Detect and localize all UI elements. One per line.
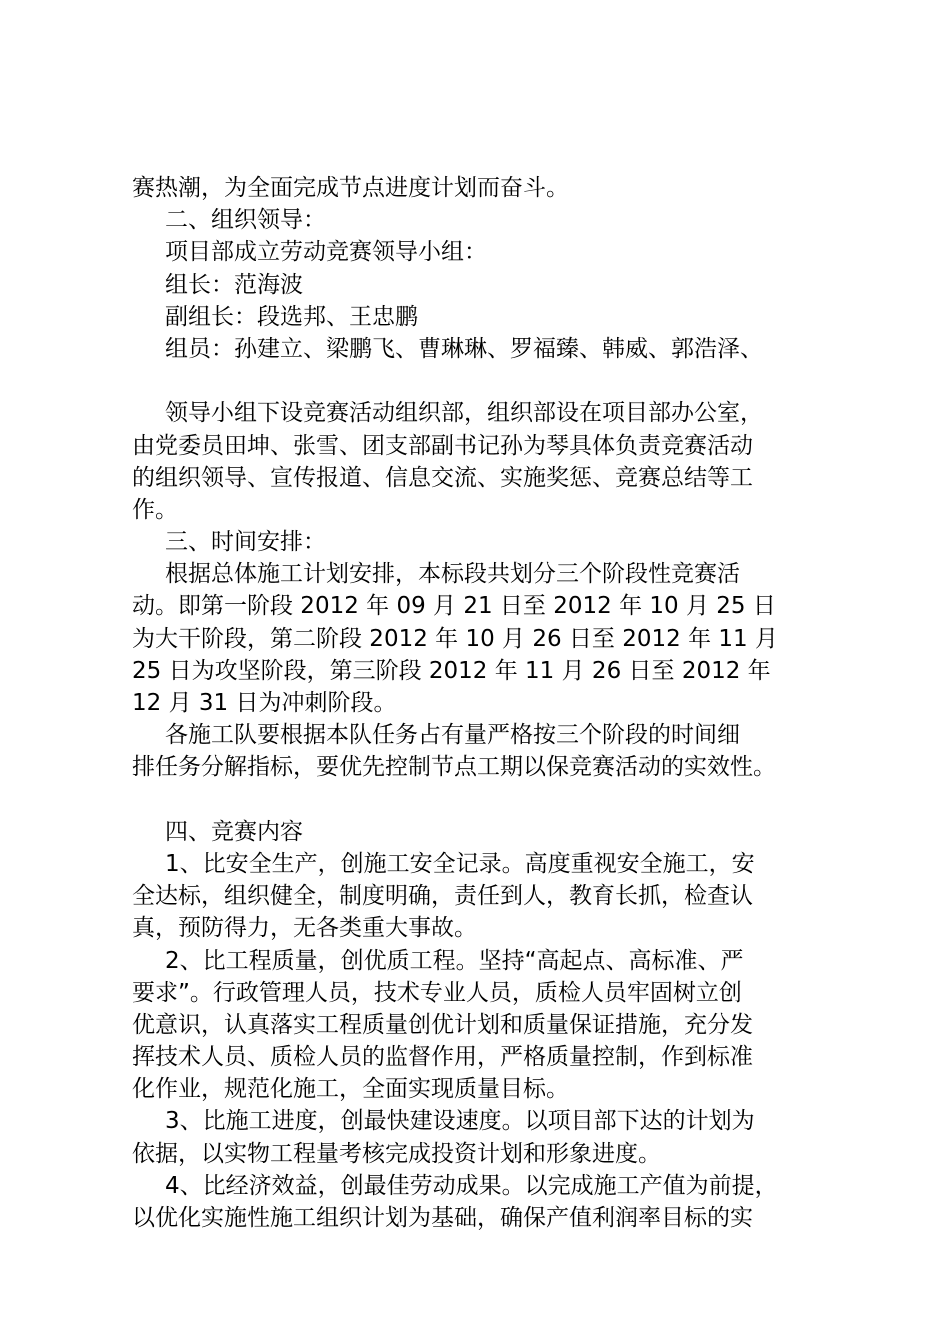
text-line: 项目部成立劳动竞赛领导小组： — [165, 239, 487, 266]
text-line: 1、比安全生产，创施工安全记录。高度重视安全施工，安 — [165, 850, 755, 877]
text-line: 化作业，规范化施工，全面实现质量目标。 — [132, 1076, 569, 1103]
text-line: 4、比经济效益，创最佳劳动成果。以完成施工产值为前提， — [165, 1172, 778, 1199]
text-line: 三、时间安排： — [165, 529, 326, 556]
document-body — [132, 172, 838, 1234]
text-line: 赛热潮，为全面完成节点进度计划而奋斗。 — [132, 175, 569, 201]
text-line: 领导小组下设竞赛活动组织部，组织部设在项目部办公室， — [165, 400, 763, 427]
text-line: 二、组织领导： — [165, 207, 326, 234]
text-line: 3、比施工进度，创最快建设速度。以项目部下达的计划为 — [165, 1108, 755, 1135]
text-line: 的组织领导、宣传报道、信息交流、实施奖惩、竞赛总结等工 — [132, 464, 753, 491]
text-line: 四、竞赛内容 — [165, 818, 303, 845]
text-line: 真，预防得力，无各类重大事故。 — [132, 915, 477, 942]
text-line: 优意识，认真落实工程质量创优计划和质量保证措施，充分发 — [132, 1011, 753, 1038]
text-line: 作。 — [132, 496, 178, 523]
text-line: 各施工队要根据本队任务占有量严格按三个阶段的时间细 — [165, 722, 740, 749]
text-line: 组员：孙建立、梁鹏飞、曹琳琳、罗福臻、韩威、郭浩泽、 — [165, 335, 763, 362]
blank-line — [132, 365, 838, 397]
text-line: 挥技术人员、质检人员的监督作用，严格质量控制，作到标准 — [132, 1044, 753, 1071]
text-line: 组长：范海波 — [165, 271, 303, 298]
text-line: 依据，以实物工程量考核完成投资计划和形象进度。 — [132, 1140, 661, 1167]
text-line: 由党委员田坤、张雪、团支部副书记孙为琴具体负责竞赛活动 — [132, 432, 753, 459]
text-line: 副组长：段选邦、王忠鹏 — [165, 303, 418, 330]
text-line: 排任务分解指标，要优先控制节点工期以保竞赛活动的实效性。 — [132, 754, 776, 781]
text-line: 为大干阶段，第二阶段 2012 年 10 月 26 日至 2012 年 11 月 — [132, 625, 778, 652]
text-line: 2、比工程质量，创优质工程。坚持“高起点、高标准、严 — [165, 947, 744, 974]
text-line: 根据总体施工计划安排，本标段共划分三个阶段性竞赛活 — [165, 561, 740, 588]
blank-line — [132, 784, 838, 816]
text-line: 以优化实施性施工组织计划为基础，确保产值利润率目标的实 — [132, 1205, 753, 1231]
text-line: 动。即第一阶段 2012 年 09 月 21 日至 2012 年 10 月 25 日 — [132, 593, 776, 620]
text-line: 全达标，组织健全，制度明确，责任到人，教育长抓，检查认 — [132, 883, 753, 910]
text-line: 25 日为攻坚阶段，第三阶段 2012 年 11 月 26 日至 2012 年 — [132, 657, 771, 684]
text-line: 12 月 31 日为冲刺阶段。 — [132, 690, 397, 716]
text-line: 要求”。行政管理人员，技术专业人员，质检人员牢固树立创 — [132, 979, 742, 1006]
